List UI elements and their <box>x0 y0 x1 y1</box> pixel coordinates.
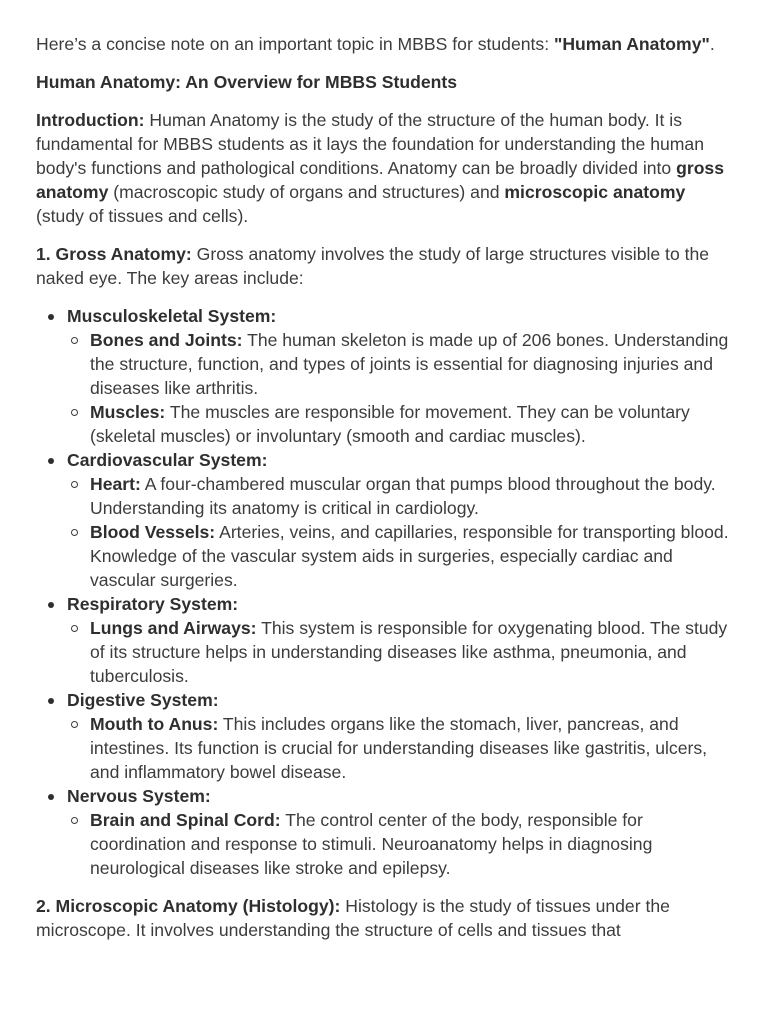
system-item-digestive <box>36 688 734 784</box>
sub-item-muscles <box>67 400 734 448</box>
introduction-text-3: (study of tissues and cells). <box>36 206 249 226</box>
gross-anatomy-label: 1. Gross Anatomy: <box>36 244 192 264</box>
gross-anatomy-text: Gross anatomy involves the study of large structures visible to the naked eye. The key areas include: <box>36 244 710 288</box>
sub-item-brain-spinal-cord <box>67 808 734 880</box>
sub-item-text: This includes organs like the stomach, liver, pancreas, and intestines. Its function is crucial for understanding diseases like gastritis, ulcers, and inflammatory bowel disease. <box>90 714 708 782</box>
system-sublist <box>67 616 734 688</box>
sub-item-text: The muscles are responsible for movement. They can be voluntary (skeletal muscles) or involuntary (smooth and cardiac muscles). <box>90 402 690 446</box>
introduction-label: Introduction: <box>36 110 145 130</box>
system-sublist <box>67 712 734 784</box>
sub-item-label: Heart: <box>90 474 141 494</box>
introduction-text-1: Human Anatomy is the study of the structure of the human body. It is fundamental for MBBS students as it lays the foundation for understanding the human body's functions and pathological conditions. Anatomy can be broadly divided into <box>36 110 704 178</box>
system-sublist <box>67 808 734 880</box>
system-item-cardiovascular <box>36 448 734 592</box>
sub-item-lungs-airways <box>67 616 734 688</box>
intro-line-topic: "Human Anatomy" <box>554 34 710 54</box>
sub-item-label: Bones and Joints: <box>90 330 243 350</box>
sub-item-label: Lungs and Airways: <box>90 618 257 638</box>
introduction-term-gross: gross anatomy <box>36 158 725 202</box>
system-sublist <box>67 472 734 592</box>
system-item-musculoskeletal <box>36 304 734 448</box>
introduction-term-microscopic: microscopic anatomy <box>504 182 686 202</box>
microscopic-anatomy-paragraph <box>36 894 734 942</box>
systems-list <box>36 304 734 880</box>
microscopic-anatomy-text: Histology is the study of tissues under the microscope. It involves understanding the structure of cells and tissues that <box>36 896 670 940</box>
sub-item-bones-joints <box>67 328 734 400</box>
system-name: Respiratory System: <box>67 594 239 614</box>
sub-item-label: Brain and Spinal Cord: <box>90 810 281 830</box>
system-name: Musculoskeletal System: <box>67 306 277 326</box>
sub-item-text: This system is responsible for oxygenating blood. The study of its structure helps in understanding diseases like asthma, pneumonia, and tuberculosis. <box>90 618 728 686</box>
sub-item-text: A four-chambered muscular organ that pumps blood throughout the body. Understanding its anatomy is critical in cardiology. <box>90 474 716 518</box>
system-name: Nervous System: <box>67 786 211 806</box>
system-item-nervous <box>36 784 734 880</box>
sub-item-heart <box>67 472 734 520</box>
sub-item-mouth-to-anus <box>67 712 734 784</box>
system-sublist <box>67 328 734 448</box>
introduction-paragraph <box>36 108 734 228</box>
sub-item-text: The control center of the body, responsible for coordination and response to stimuli. Neuroanatomy helps in diagnosing neurological diseases like stroke and epilepsy. <box>90 810 653 878</box>
introduction-text-2: (macroscopic study of organs and structures) and <box>108 182 505 202</box>
intro-line-text: Here’s a concise note on an important topic in MBBS for students: <box>36 34 554 54</box>
document-title: Human Anatomy: An Overview for MBBS Students <box>36 72 457 92</box>
system-name: Cardiovascular System: <box>67 450 268 470</box>
microscopic-anatomy-label: 2. Microscopic Anatomy (Histology): <box>36 896 341 916</box>
intro-line <box>36 32 734 56</box>
sub-item-label: Blood Vessels: <box>90 522 216 542</box>
system-name: Digestive System: <box>67 690 219 710</box>
system-item-respiratory <box>36 592 734 688</box>
sub-item-text: The human skeleton is made up of 206 bones. Understanding the structure, function, and types of joints is essential for diagnosing injuries and diseases like arthritis. <box>90 330 729 398</box>
gross-anatomy-paragraph <box>36 242 734 290</box>
sub-item-text: Arteries, veins, and capillaries, responsible for transporting blood. Knowledge of the vascular system aids in surgeries, especially cardiac and vascular surgeries. <box>90 522 729 590</box>
sub-item-blood-vessels <box>67 520 734 592</box>
sub-item-label: Muscles: <box>90 402 166 422</box>
intro-line-end: . <box>709 34 715 54</box>
sub-item-label: Mouth to Anus: <box>90 714 219 734</box>
